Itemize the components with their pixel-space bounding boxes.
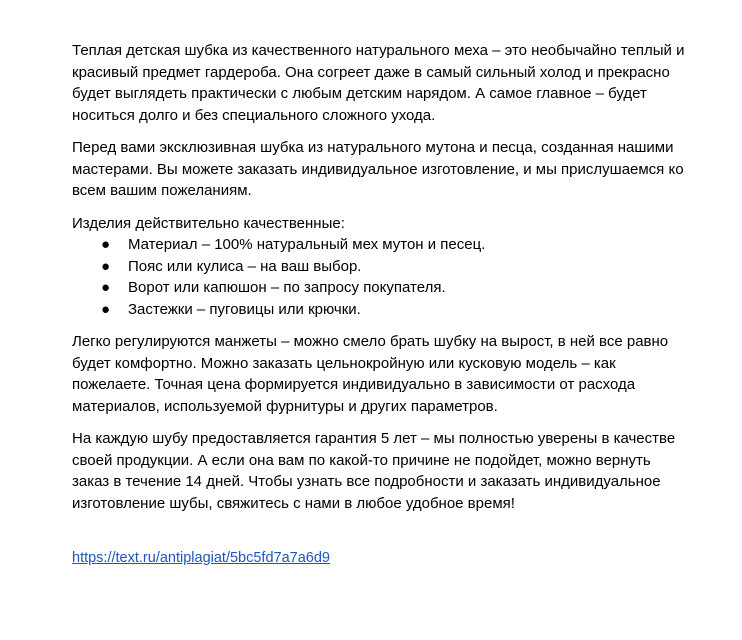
link-block [72,548,690,568]
feature-list [72,234,690,320]
paragraph-exclusive: Перед вами эксклюзивная шубка из натурального мутона и песца, созданная нашими мастерами. Вы можете заказать индивидуальное изготовление, и мы прислушаемся ко всем вашим пожеланиям. [72,139,684,199]
antiplagiat-link[interactable]: https://text.ru/antiplagiat/5bc5fd7a7a6d9 [72,550,330,566]
list-item [72,277,690,299]
list-item [72,299,690,321]
paragraph-intro: Теплая детская шубка из качественного натурального меха – это необычайно теплый и красивый предмет гардероба. Она согреет даже в самый сильный холод и прекрасно будет выглядеть практически с любым детским нарядом. А самое главное – будет носиться долго и без специального сложного ухода. [72,42,685,124]
bullet-icon: ● [101,279,111,296]
list-item [72,256,690,278]
list-item-label: Застежки – пуговицы или крючки. [128,300,361,318]
paragraph-guarantee: На каждую шубу предоставляется гарантия 5 лет – мы полностью уверены в качестве своей продукции. А если она вам по какой-то причине не подойдет, можно вернуть заказ в течение 14 дней. Чтобы узнать все подробности и заказать индивидуальное изготовление шубы, свяжитесь с нами в любое удобное время! [72,430,676,512]
bullet-icon: ● [101,236,111,253]
bullet-icon: ● [101,300,111,318]
list-item [72,234,690,256]
paragraph-cuffs: Легко регулируются манжеты – можно смело брать шубку на вырост, в ней все равно будет комфортно. Можно заказать цельнокройную или кусковую модель – как пожелаете. Точная цена формируется индивидуально в зависимости от расхода материалов, используемой фурнитуры и других параметров. [72,333,669,415]
document-body [72,40,690,568]
bullet-icon: ● [101,257,111,275]
list-item-label: Пояс или кулиса – на ваш выбор. [128,257,362,275]
paragraph-list-intro: Изделия действительно качественные: [72,214,345,232]
list-item-label: Материал – 100% натуральный мех мутон и песец. [128,236,486,253]
list-item-label: Ворот или капюшон – по запросу покупателя. [128,279,446,296]
